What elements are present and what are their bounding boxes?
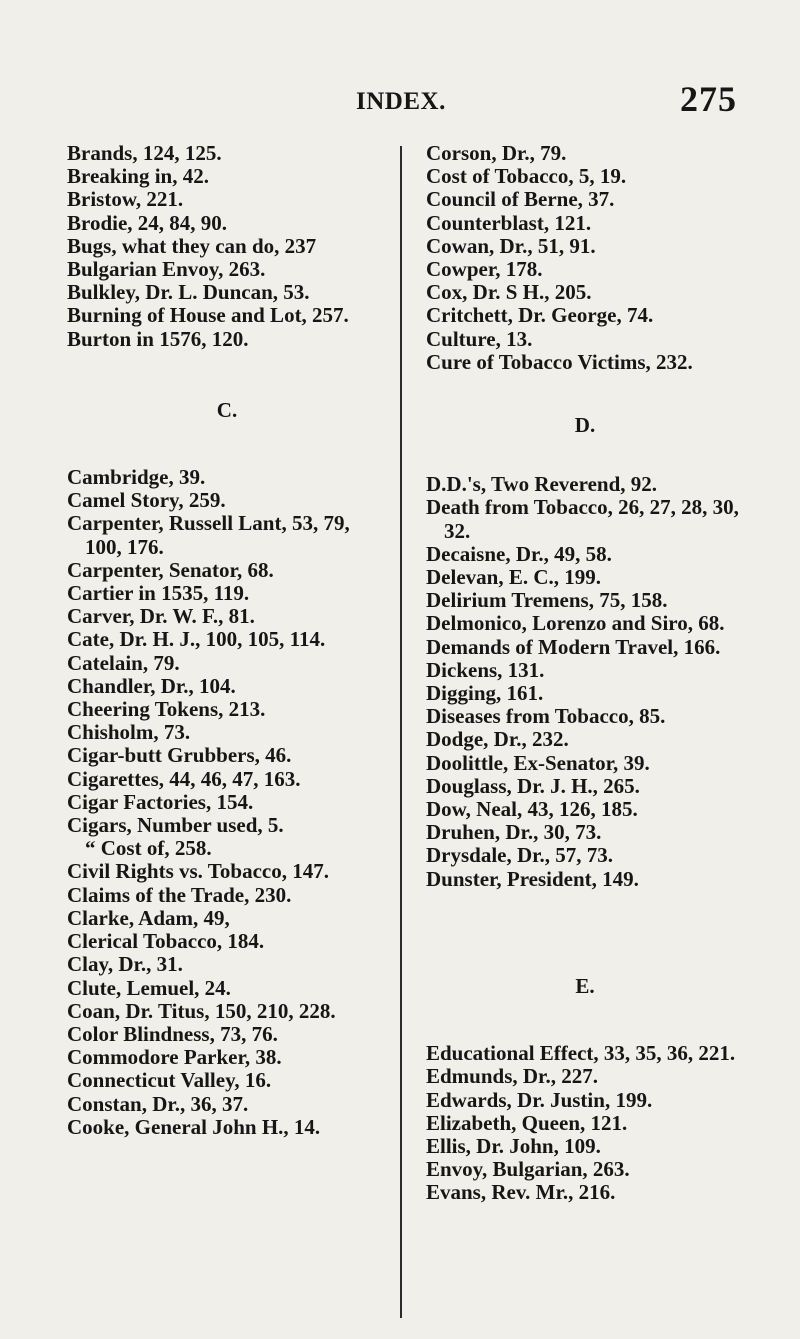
index-entry: Cheering Tokens, 213.	[67, 697, 266, 722]
index-entry: Death from Tobacco, 26, 27, 28, 30, 32.	[426, 495, 739, 543]
index-entry: Doolittle, Ex-Senator, 39.	[426, 750, 650, 775]
index-entry: Ellis, Dr. John, 109.	[426, 1133, 601, 1158]
index-entry: Cigars, Number used, 5.	[67, 813, 284, 838]
index-entry: Cost of Tobacco, 5, 19.	[426, 164, 627, 189]
page-header	[0, 76, 800, 126]
index-entry: Camel Story, 259.	[67, 488, 226, 513]
right-column	[426, 142, 744, 1205]
index-entry: Commodore Parker, 38.	[67, 1045, 282, 1070]
index-entry: Culture, 13.	[426, 326, 533, 351]
index-entry: Envoy, Bulgarian, 263.	[426, 1157, 630, 1182]
index-entry: Dodge, Dr., 232.	[426, 727, 569, 752]
index-entry: Drysdale, Dr., 57, 73.	[426, 843, 614, 868]
index-entry: Cowper, 178.	[426, 257, 543, 282]
index-entry: Cowan, Dr., 51, 91.	[426, 233, 596, 258]
index-entry: Cure of Tobacco Victims, 232.	[426, 349, 693, 374]
index-entry: Corson, Dr., 79.	[426, 141, 567, 165]
index-entry: Edwards, Dr. Justin, 199.	[426, 1087, 653, 1112]
page-number: 275	[680, 79, 737, 119]
index-entry: Carpenter, Russell Lant, 53, 79, 100, 176.	[67, 511, 350, 559]
index-entry: Civil Rights vs. Tobacco, 147.	[67, 859, 329, 884]
index-entry: Burton in 1576, 120.	[67, 326, 249, 351]
index-entry: Clerical Tobacco, 184.	[67, 929, 265, 954]
index-entry: Critchett, Dr. George, 74.	[426, 303, 654, 328]
index-entry: Counterblast, 121.	[426, 210, 592, 235]
section-d-entries	[426, 473, 744, 891]
index-entry: Chandler, Dr., 104.	[67, 673, 236, 698]
index-entry: Clute, Lemuel, 24.	[67, 975, 231, 1000]
index-entry: Digging, 161.	[426, 681, 544, 706]
index-entry: Council of Berne, 37.	[426, 187, 615, 212]
index-entry: Claims of the Trade, 230.	[67, 882, 292, 907]
index-entry: Cambridge, 39.	[67, 465, 206, 490]
index-entry: Coan, Dr. Titus, 150, 210, 228.	[67, 998, 336, 1023]
index-entry: Constan, Dr., 36, 37.	[67, 1091, 249, 1116]
left-column	[67, 142, 387, 1139]
index-entry: Bulgarian Envoy, 263.	[67, 257, 266, 282]
index-entry: Cate, Dr. H. J., 100, 105, 114.	[67, 627, 326, 652]
index-entry: Delirium Tremens, 75, 158.	[426, 588, 668, 613]
index-entry: Brodie, 24, 84, 90.	[67, 210, 228, 235]
index-entry: Cigar-butt Grubbers, 46.	[67, 743, 292, 768]
index-entry: Decaisne, Dr., 49, 58.	[426, 541, 612, 566]
index-entry: Douglass, Dr. J. H., 265.	[426, 773, 640, 798]
index-entry: Cigar Factories, 154.	[67, 789, 254, 814]
index-entry: Catelain, 79.	[67, 650, 180, 675]
index-entry: Carver, Dr. W. F., 81.	[67, 604, 255, 629]
index-entry: Carpenter, Senator, 68.	[67, 557, 274, 582]
index-entry: Color Blindness, 73, 76.	[67, 1021, 278, 1046]
left-top-entries	[67, 142, 387, 351]
index-entry: Demands of Modern Travel, 166.	[426, 634, 721, 659]
page-title: INDEX.	[356, 88, 446, 115]
index-entry: Educational Effect, 33, 35, 36, 221.	[426, 1041, 736, 1066]
column-divider	[400, 146, 402, 1318]
section-c-entries	[67, 466, 387, 1139]
index-entry: Dunster, President, 149.	[426, 866, 639, 891]
index-entry: Cooke, General John H., 14.	[67, 1114, 321, 1139]
index-entry: Clay, Dr., 31.	[67, 952, 183, 977]
index-entry: Bugs, what they can do, 237	[67, 233, 317, 258]
index-entry: D.D.'s, Two Reverend, 92.	[426, 472, 657, 497]
index-entry: Evans, Rev. Mr., 216.	[426, 1180, 616, 1205]
index-entry: Elizabeth, Queen, 121.	[426, 1110, 628, 1135]
index-entry: Dickens, 131.	[426, 657, 545, 682]
section-e-entries	[426, 1042, 744, 1204]
index-entry: Burning of House and Lot, 257.	[67, 303, 349, 328]
index-entry: Delevan, E. C., 199.	[426, 565, 601, 590]
index-entry: Bulkley, Dr. L. Duncan, 53.	[67, 280, 310, 305]
index-entry: Diseases from Tobacco, 85.	[426, 704, 666, 729]
index-entry: Breaking in, 42.	[67, 164, 209, 189]
index-entry: Cartier in 1535, 119.	[67, 581, 250, 606]
index-entry: Brands, 124, 125.	[67, 141, 222, 165]
index-entry: Cigarettes, 44, 46, 47, 163.	[67, 766, 301, 791]
index-entry: Dow, Neal, 43, 126, 185.	[426, 797, 638, 822]
section-letter-c: C.	[216, 397, 238, 422]
right-top-entries	[426, 142, 744, 374]
section-letter-d: D.	[574, 413, 596, 438]
index-entry: Connecticut Valley, 16.	[67, 1068, 272, 1093]
index-entry: “ Cost of, 258.	[85, 836, 212, 861]
index-entry: Bristow, 221.	[67, 187, 184, 212]
index-entry: Clarke, Adam, 49,	[67, 905, 230, 930]
section-letter-e: E.	[575, 973, 595, 998]
index-entry: Delmonico, Lorenzo and Siro, 68.	[426, 611, 725, 636]
index-entry: Druhen, Dr., 30, 73.	[426, 820, 602, 845]
index-entry: Edmunds, Dr., 227.	[426, 1064, 598, 1089]
index-entry: Chisholm, 73.	[67, 720, 191, 745]
index-entry: Cox, Dr. S H., 205.	[426, 280, 592, 305]
